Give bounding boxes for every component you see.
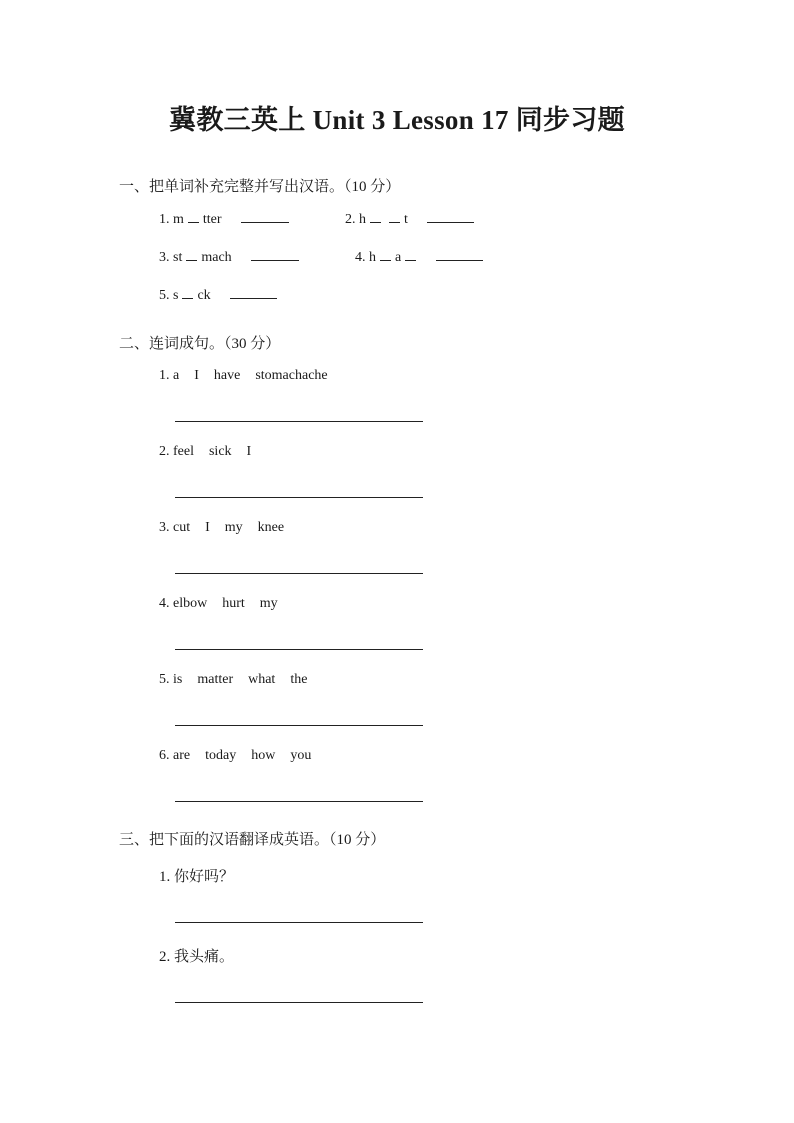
- s1-item-4: [355, 250, 483, 266]
- item-number: 3.: [159, 520, 170, 535]
- item-number: 3.: [159, 250, 170, 265]
- word-part: h: [359, 212, 366, 227]
- word-part: st: [173, 250, 183, 265]
- item-number: 4.: [355, 250, 366, 265]
- scrambled-word: how: [251, 748, 276, 763]
- word-part: a: [395, 250, 402, 265]
- s1-item-5: [159, 288, 277, 304]
- answer-line: [175, 725, 423, 726]
- answer-blank: [427, 221, 474, 223]
- letter-blank: [405, 260, 416, 261]
- answer-line: [175, 573, 423, 574]
- item-number: 4.: [159, 596, 170, 611]
- answer-line: [175, 649, 423, 650]
- scrambled-word: knee: [257, 520, 285, 535]
- scrambled-word: my: [224, 520, 243, 535]
- s1-item-2: [345, 212, 474, 228]
- item-number: 6.: [159, 748, 170, 763]
- answer-blank: [230, 297, 277, 299]
- answer-blank: [436, 259, 483, 261]
- scrambled-word: elbow: [173, 596, 208, 611]
- scrambled-word: my: [259, 596, 278, 611]
- s1-item-1: [159, 212, 289, 228]
- word-part: t: [404, 212, 408, 227]
- letter-blank: [380, 260, 391, 261]
- answer-blank: [241, 221, 289, 223]
- chinese-sentence: 你好吗？: [174, 869, 235, 885]
- letter-blank: [389, 222, 400, 223]
- item-number: 2.: [159, 949, 171, 965]
- answer-blank: [251, 259, 299, 261]
- letter-blank: [370, 222, 381, 223]
- scrambled-word: matter: [197, 672, 234, 687]
- scrambled-word: stomachache: [255, 368, 328, 383]
- answer-line: [175, 922, 423, 923]
- letter-blank: [182, 298, 193, 299]
- section1-heading: 一、把单词补充完整并写出汉语。（10 分）: [119, 179, 401, 195]
- scrambled-word: I: [205, 520, 210, 535]
- scrambled-word: cut: [173, 520, 191, 535]
- scrambled-word: sick: [208, 444, 232, 459]
- word-part: tter: [202, 212, 222, 227]
- s3-item-2: [159, 945, 234, 966]
- scrambled-word: have: [213, 368, 241, 383]
- scrambled-word: today: [205, 748, 237, 763]
- item-number: 5.: [159, 288, 170, 303]
- answer-line: [175, 497, 423, 498]
- scrambled-word: feel: [173, 444, 194, 459]
- scrambled-word: what: [248, 672, 276, 687]
- section3-heading: 三、把下面的汉语翻译成英语。（10 分）: [119, 832, 386, 848]
- s2-item-6: [159, 748, 326, 764]
- letter-blank: [186, 260, 197, 261]
- chinese-sentence: 我头痛。: [174, 949, 235, 965]
- scrambled-word: hurt: [222, 596, 245, 611]
- scrambled-word: is: [173, 672, 183, 687]
- item-number: 2.: [345, 212, 356, 227]
- word-part: m: [173, 212, 184, 227]
- scrambled-word: I: [194, 368, 199, 383]
- page-title: 冀教三英上 Unit 3 Lesson 17 同步习题: [169, 105, 625, 135]
- word-part: ck: [197, 288, 211, 303]
- s2-item-4: [159, 596, 293, 612]
- scrambled-word: are: [173, 748, 191, 763]
- scrambled-word: a: [173, 368, 180, 383]
- word-part: s: [173, 288, 179, 303]
- scrambled-word: the: [290, 672, 308, 687]
- word-part: h: [369, 250, 376, 265]
- s1-item-3: [159, 250, 299, 266]
- item-number: 1.: [159, 869, 171, 885]
- s2-item-2: [159, 444, 266, 460]
- answer-line: [175, 801, 423, 802]
- answer-line: [175, 421, 423, 422]
- item-number: 1.: [159, 212, 170, 227]
- s2-item-5: [159, 672, 322, 688]
- item-number: 1.: [159, 368, 170, 383]
- letter-blank: [188, 222, 199, 223]
- item-number: 5.: [159, 672, 170, 687]
- s2-item-1: [159, 368, 343, 384]
- s3-item-1: [159, 865, 234, 886]
- answer-line: [175, 1002, 423, 1003]
- s2-item-3: [159, 520, 299, 536]
- scrambled-word: you: [290, 748, 312, 763]
- section2-heading: 二、连词成句。（30 分）: [119, 336, 281, 352]
- word-part: mach: [201, 250, 232, 265]
- item-number: 2.: [159, 444, 170, 459]
- scrambled-word: I: [246, 444, 252, 459]
